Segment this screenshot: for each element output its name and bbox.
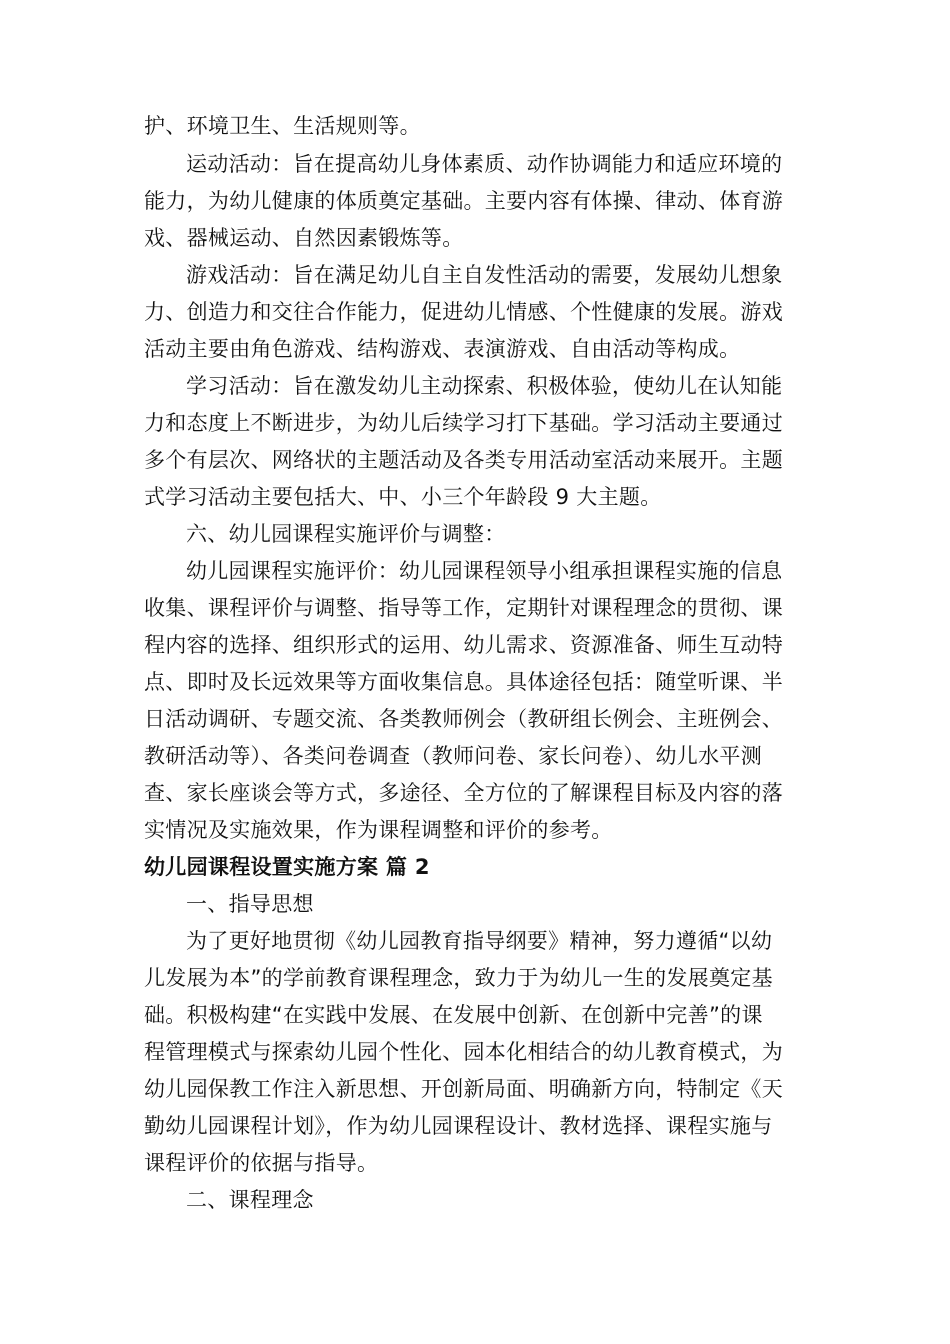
section-heading: 二、课程理念 <box>186 1188 314 1212</box>
body-text-line: 勤幼儿园课程计划》，作为幼儿园课程设计、教材选择、课程实施与 <box>144 1114 773 1138</box>
body-text-line: 为了更好地贯彻《幼儿园教育指导纲要》精神，努力遵循“以幼 <box>186 929 773 953</box>
body-text-line: 程内容的选择、组织形式的运用、幼儿需求、资源准备、师生互动特 <box>144 633 783 657</box>
body-text-line: 教研活动等）、各类问卷调查（教师问卷、家长问卷）、幼儿水平测 <box>144 744 762 768</box>
body-text-line: 力、创造力和交往合作能力，促进幼儿情感、个性健康的发展。游戏 <box>144 300 783 324</box>
body-text-line: 运动活动：旨在提高幼儿身体素质、动作协调能力和适应环境的 <box>186 152 783 176</box>
body-text-line: 幼儿园保教工作注入新思想、开创新局面、明确新方向，特制定《天 <box>144 1077 783 1101</box>
body-text-line: 础。积极构建“在实践中发展、在发展中创新、在创新中完善”的课 <box>144 1003 763 1027</box>
body-text-line: 儿发展为本”的学前教育课程理念，致力于为幼儿一生的发展奠定基 <box>144 966 773 990</box>
body-text-line: 点、即时及长远效果等方面收集信息。具体途径包括：随堂听课、半 <box>144 670 783 694</box>
body-text-line: 力和态度上不断进步，为幼儿后续学习打下基础。学习活动主要通过 <box>144 411 783 435</box>
article-title: 幼儿园课程设置实施方案 篇 2 <box>144 855 430 879</box>
body-text-line: 实情况及实施效果，作为课程调整和评价的参考。 <box>144 818 613 842</box>
body-text-line: 查、家长座谈会等方式，多途径、全方位的了解课程目标及内容的落 <box>144 781 783 805</box>
body-text-line: 活动主要由角色游戏、结构游戏、表演游戏、自由活动等构成。 <box>144 337 741 361</box>
body-text-line: 收集、课程评价与调整、指导等工作，定期针对课程理念的贯彻、课 <box>144 596 783 620</box>
body-text-line: 护、环境卫生、生活规则等。 <box>144 114 421 138</box>
body-text-line: 学习活动：旨在激发幼儿主动探索、积极体验，使幼儿在认知能 <box>186 374 783 398</box>
body-text-line: 多个有层次、网络状的主题活动及各类专用活动室活动来展开。主题 <box>144 448 783 472</box>
body-text-line: 戏、器械运动、自然因素锻炼等。 <box>144 226 464 250</box>
body-text-line: 程管理模式与探索幼儿园个性化、园本化相结合的幼儿教育模式，为 <box>144 1040 783 1064</box>
body-text-line: 式学习活动主要包括大、中、小三个年龄段 9 大主题。 <box>144 485 662 509</box>
body-text-line: 幼儿园课程实施评价：幼儿园课程领导小组承担课程实施的信息 <box>186 559 783 583</box>
section-heading: 一、指导思想 <box>186 892 314 916</box>
body-text-line: 日活动调研、专题交流、各类教师例会（教研组长例会、主班例会、 <box>144 707 783 731</box>
body-text-line: 课程评价的依据与指导。 <box>144 1151 379 1175</box>
body-text-line: 能力，为幼儿健康的体质奠定基础。主要内容有体操、律动、体育游 <box>144 189 783 213</box>
section-heading: 六、幼儿园课程实施评价与调整： <box>186 522 506 546</box>
body-text-line: 游戏活动：旨在满足幼儿自主自发性活动的需要，发展幼儿想象 <box>186 263 783 287</box>
